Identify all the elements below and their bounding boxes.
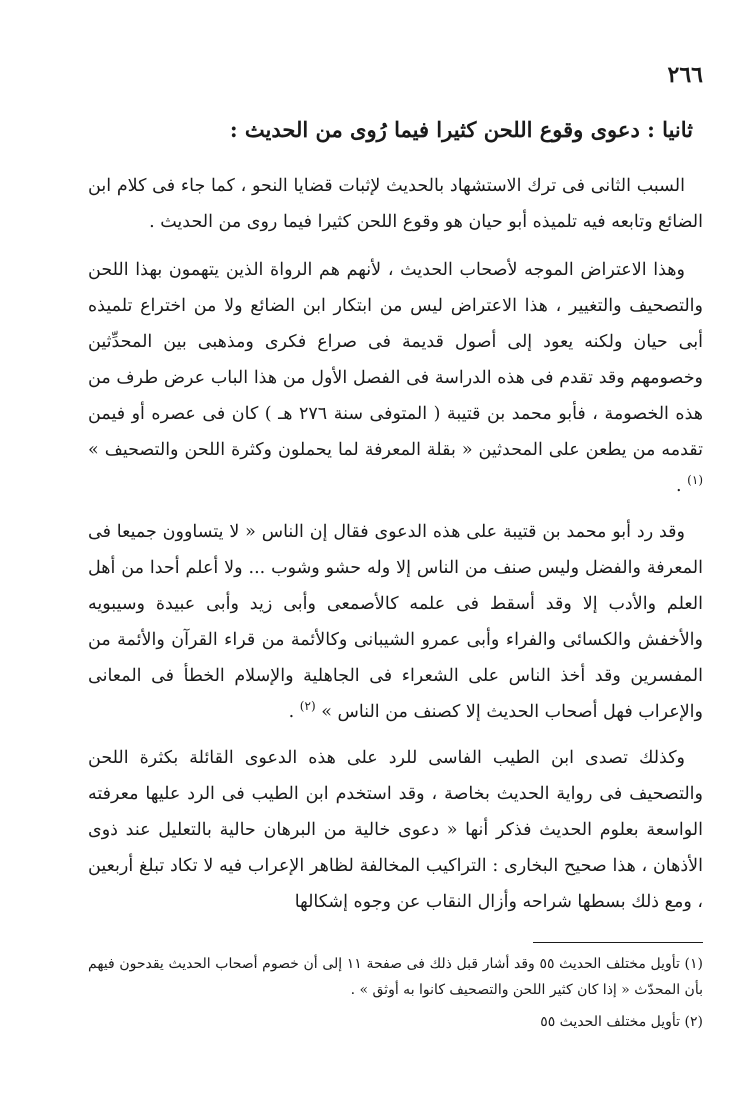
footnote-2: (٢) تأويل مختلف الحديث ٥٥: [540, 1014, 703, 1030]
footnote-reference: (١): [687, 473, 703, 488]
paragraph-text: وهذا الاعتراض الموجه لأصحاب الحديث ، لأنهم هم الرواة الذين يتهمون بهذا اللحن والتصحيف والتغيير ، هذا الاعتراض ليس من ابتكار ابن الضائع ولا من اختراع تلميذه أبى حيان ولكنه يعود إلى أصول قديمة فى صراع فكرى ومذهبى بين المحدِّثين وخصومهم وقد تقدم فى هذه الدراسة فى الفصل الأول من هذا الباب عرض طرف من هذه الخصومة ، فأبو محمد بن قتيبة ( المتوفى سنة ٢٧٦ هـ ) كان فى عصره أو فيمن تقدمه من يطعن على المحدثين « بقلة المعرفة لما يحملون وكثرة اللحن والتصحيف »: [88, 260, 703, 460]
footnotes: [88, 951, 703, 1035]
footnote-separator: [533, 942, 703, 943]
section-heading: ثانيا : دعوى وقوع اللحن كثيرا فيما رُوى من الحديث :: [229, 117, 693, 142]
footnote-reference: (٢): [299, 699, 316, 714]
document-page: [88, 60, 703, 1035]
footnote-1: (١) تأويل مختلف الحديث ٥٥ وقد أشار قبل ذلك فى صفحة ١١ إلى أن خصوم أصحاب الحديث يقدحون فيهم بأن المحدّث « إذا كان كثير اللحن والتصحيف كانوا به أوثق » .: [88, 956, 703, 998]
page-number: ٢٦٦: [667, 62, 703, 88]
paragraph-tail: .: [288, 702, 300, 722]
paragraph-text: وكذلك تصدى ابن الطيب الفاسى للرد على هذه الدعوى القائلة بكثرة اللحن والتصحيف فى رواية الحديث بخاصة ، وقد استخدم ابن الطيب فى الرد عليها معرفته الواسعة بعلوم الحديث فذكر أنها « دعوى خالية من البرهان حالية بالتعليل عند ذوى الأذهان ، هذا صحيح البخارى : التراكيب المخالفة لظاهر الإعراب فيه لا تكاد تبلغ أربعين ، ومع ذلك بسطها شراحه وأزال النقاب عن وجوه إشكالها: [88, 748, 703, 912]
paragraph-2: [88, 252, 703, 504]
paragraph-1: [88, 168, 703, 240]
paragraph-3: [88, 514, 703, 730]
paragraph-4: [88, 740, 703, 920]
paragraph-tail: .: [676, 476, 688, 496]
paragraph-text: وقد رد أبو محمد بن قتيبة على هذه الدعوى فقال إن الناس « لا يتساوون جميعا فى المعرفة والفضل وليس صنف من الناس إلا وله حشو وشوب ... ولا أعلم أحدا من أهل العلم والأدب إلا وقد أسقط فى علمه كالأصمعى وأبى زيد وأبى عبيدة وسيبويه والأخفش والكسائى والفراء وأبى عمرو الشيبانى وكالأئمة من قراء القرآن والأئمة من المفسرين وقد أخذ الناس على الشعراء فى الجاهلية والإسلام الخطأ فى المعانى والإعراب فهل أصحاب الحديث إلا كصنف من الناس »: [88, 522, 703, 722]
paragraph-text: السبب الثانى فى ترك الاستشهاد بالحديث لإثبات قضايا النحو ، كما جاء فى كلام ابن الضائع وتابعه فيه تلميذه أبو حيان هو وقوع اللحن كثيرا فيما روى من الحديث .: [88, 176, 703, 232]
